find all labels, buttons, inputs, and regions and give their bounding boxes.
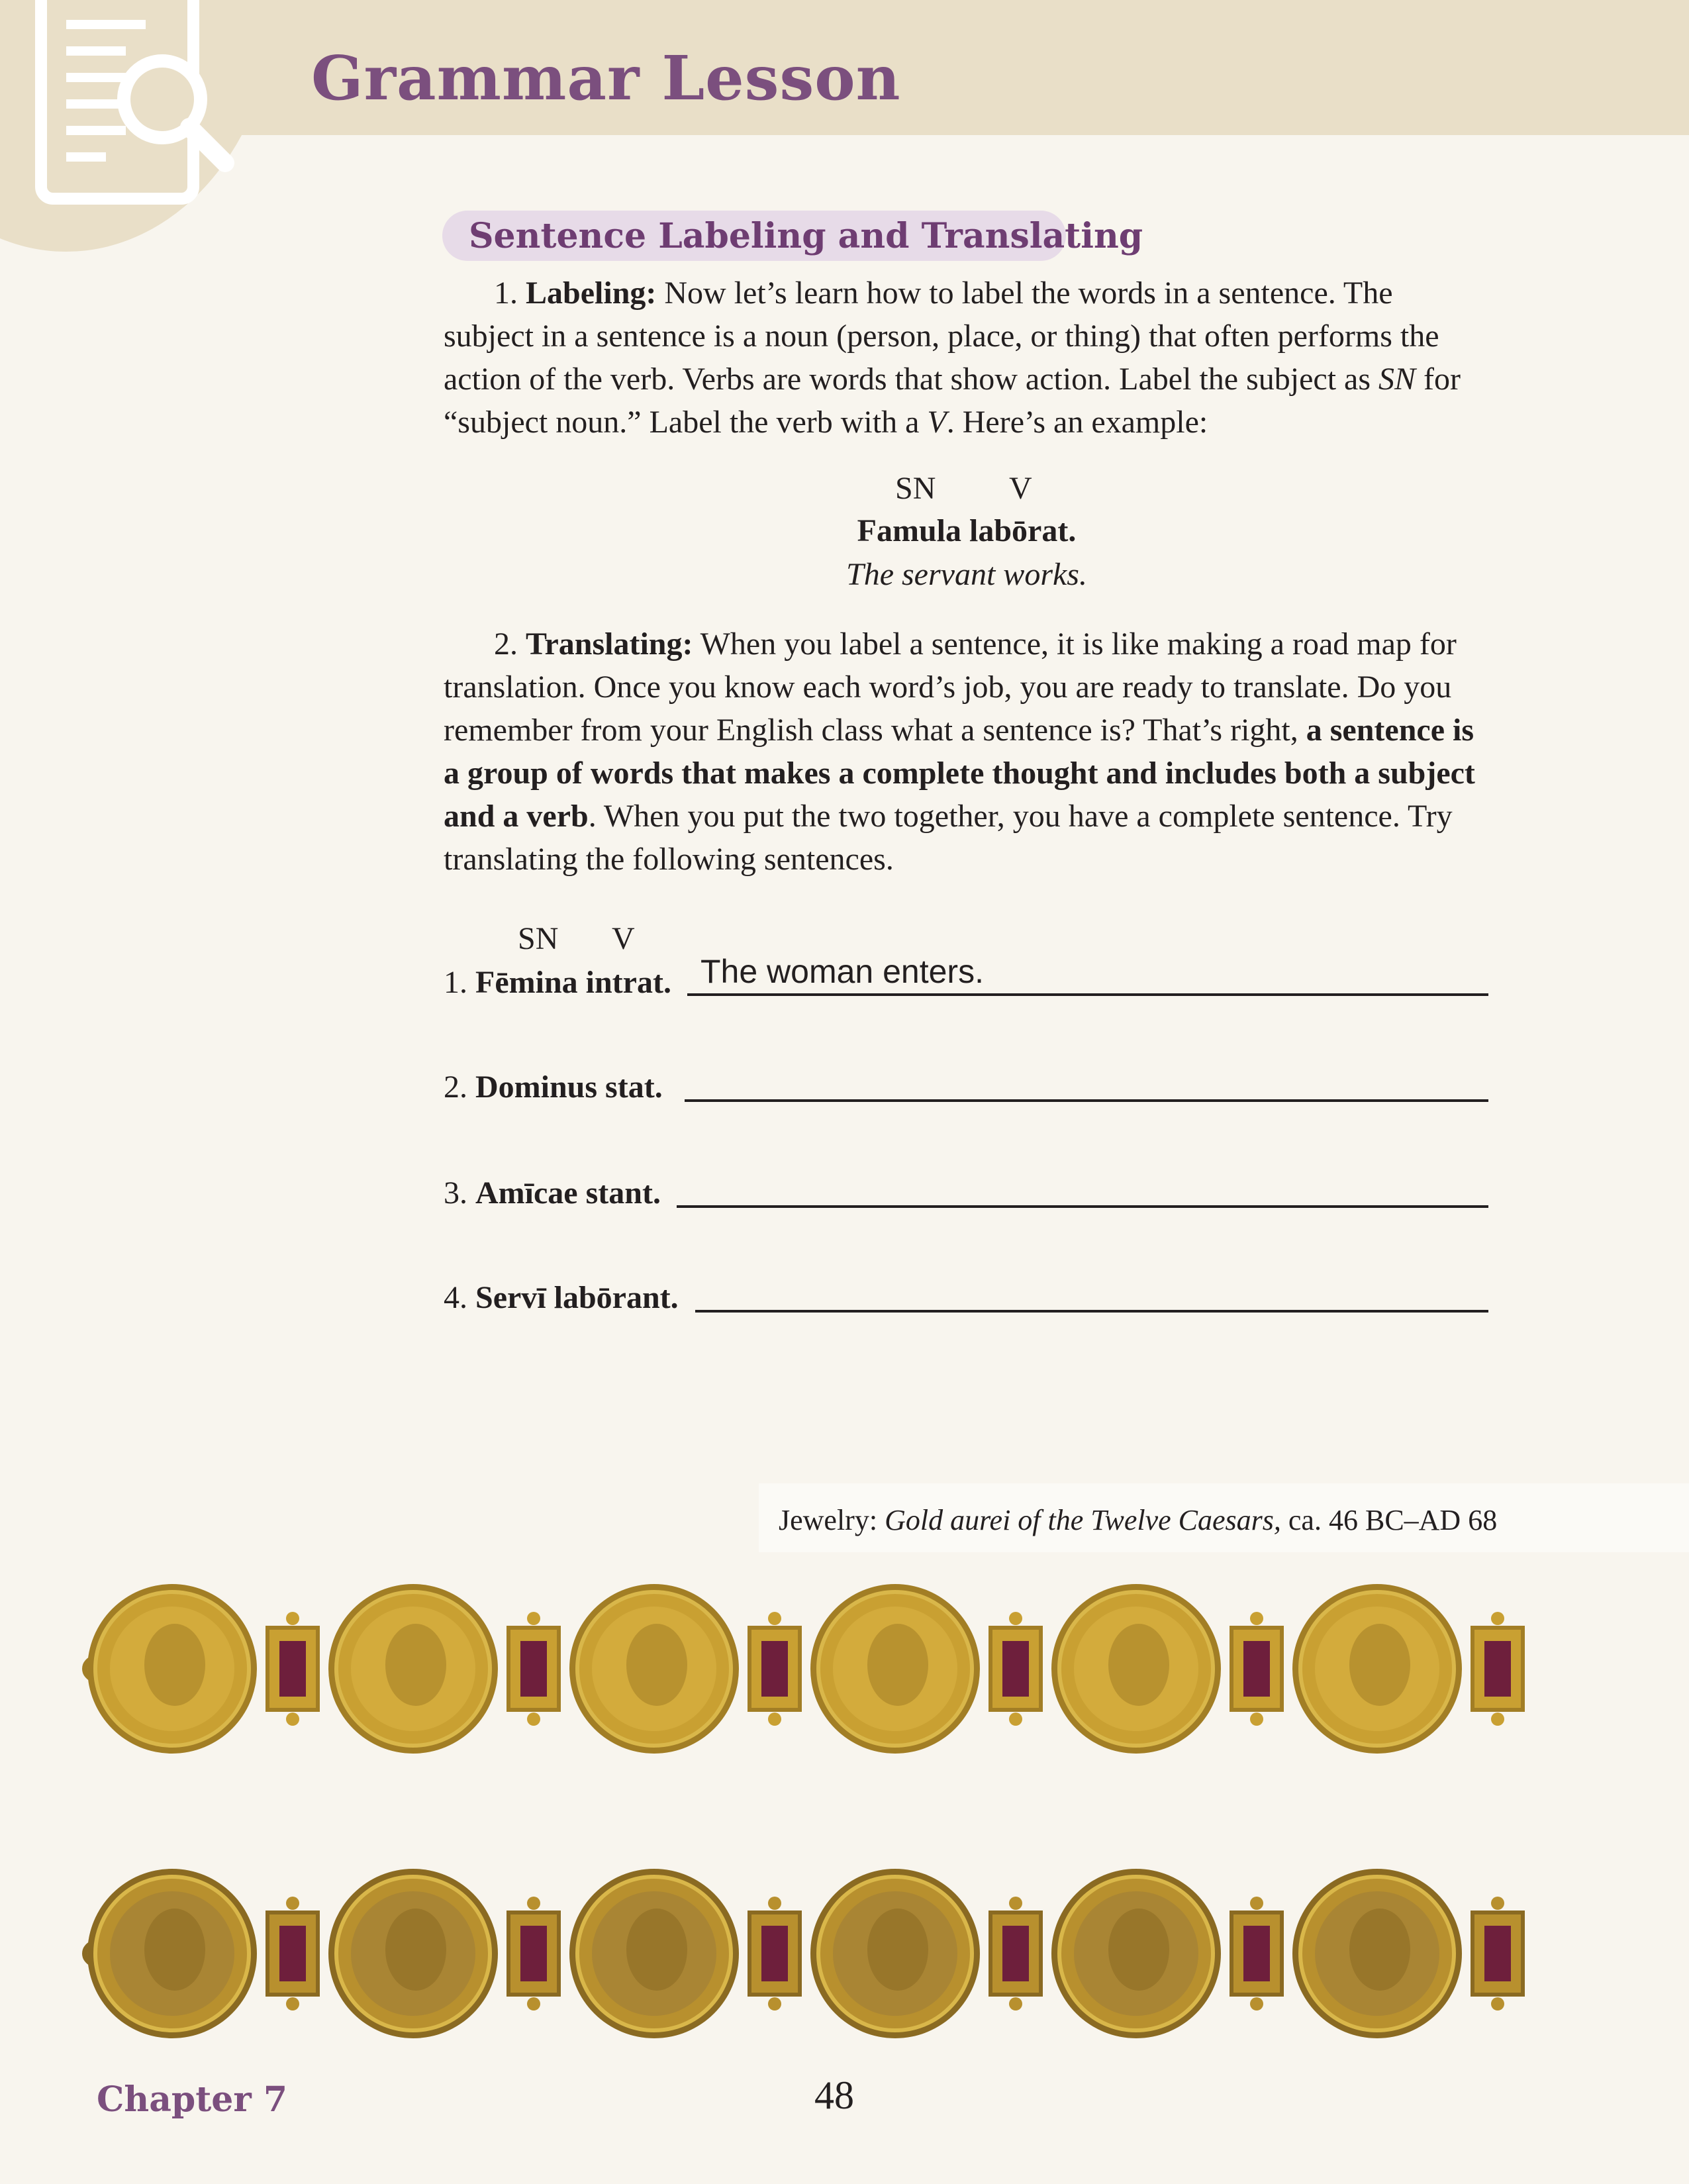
gold-coin xyxy=(569,1584,739,1754)
exercise-item-1 xyxy=(444,964,671,1011)
answer-text-1[interactable]: The woman enters. xyxy=(700,953,984,990)
paragraph-text: When you label a sentence, it is like making a road map for translation. Once you know each word’s job, you are ready to translate. Do you remember from your English class what a sentence is? That’s right, xyxy=(444,626,1457,748)
gold-coin xyxy=(328,1869,498,2038)
example-sn-tag: SN xyxy=(895,471,936,506)
gold-coin xyxy=(87,1584,257,1754)
gold-coin-bracelet-image xyxy=(79,1854,1576,2053)
gold-coin xyxy=(810,1869,980,2038)
exercise-number: 4. xyxy=(444,1280,475,1315)
paragraph-number: 2. xyxy=(494,626,526,662)
garnet-link xyxy=(1472,1612,1523,1726)
gold-coin xyxy=(1051,1869,1221,2038)
gold-coin xyxy=(328,1584,498,1754)
paragraph-label: Translating: xyxy=(526,626,693,662)
garnet-link xyxy=(1231,1612,1282,1726)
exercise-latin: Dominus stat. xyxy=(475,1069,663,1105)
paragraph-text: . Here’s an example: xyxy=(946,405,1208,440)
garnet-link xyxy=(267,1612,318,1726)
gold-coin xyxy=(1292,1869,1462,2038)
gold-coin xyxy=(569,1869,739,2038)
paragraph-label: Labeling: xyxy=(526,275,657,311)
paragraph-text: Now let’s learn how to label the words in a sentence. The subject in a sentence is a noun (person, place, or thing) that often performs the action of the verb. Verbs are words that show action. Label the subject as xyxy=(444,275,1439,397)
garnet-link xyxy=(1231,1897,1282,2010)
section-heading: Sentence Labeling and Translating xyxy=(469,216,1143,256)
exercise-v-tag: V xyxy=(612,921,635,956)
document-search-icon xyxy=(26,0,238,212)
gold-coin xyxy=(1051,1584,1221,1754)
gold-coin xyxy=(87,1869,257,2038)
paragraph-number: 1. xyxy=(494,275,526,311)
gold-coin xyxy=(810,1584,980,1754)
gold-coin-bracelet-image xyxy=(79,1569,1576,1768)
exercise-sn-tag: SN xyxy=(518,921,559,956)
garnet-link xyxy=(508,1612,559,1726)
translating-paragraph xyxy=(444,622,1490,881)
footer-chapter: Chapter 7 xyxy=(97,2079,288,2120)
garnet-link xyxy=(990,1897,1041,2010)
example-v-tag: V xyxy=(1009,471,1032,506)
exercise-latin: Servī labōrant. xyxy=(475,1280,679,1315)
answer-line-3[interactable] xyxy=(677,1205,1488,1208)
exercise-item-3 xyxy=(444,1175,661,1221)
paragraph-text: . When you put the two together, you have a complete sentence. Try translating the following sentences. xyxy=(444,799,1453,877)
garnet-link xyxy=(508,1897,559,2010)
caption-date: ca. 46 BC–AD 68 xyxy=(1280,1504,1498,1536)
exercise-item-4 xyxy=(444,1279,679,1326)
caption-prefix: Jewelry: xyxy=(779,1504,885,1536)
garnet-link xyxy=(1472,1897,1523,2010)
exercise-latin: Amīcae stant. xyxy=(475,1175,661,1211)
sentence-definition: a sentence is a group of words that makes a complete thought and includes both a subject and a verb xyxy=(444,713,1475,834)
exercise-number: 2. xyxy=(444,1069,475,1105)
term-sn: SN xyxy=(1378,362,1416,397)
garnet-link xyxy=(749,1612,800,1726)
answer-line-4[interactable] xyxy=(695,1310,1488,1313)
term-v: V xyxy=(927,405,947,440)
gold-coin xyxy=(1292,1584,1462,1754)
exercise-item-2 xyxy=(444,1069,663,1115)
image-caption xyxy=(779,1503,1497,1537)
example-latin: Famula labōrat. xyxy=(857,513,1077,548)
exercise-number: 3. xyxy=(444,1175,475,1211)
garnet-link xyxy=(267,1897,318,2010)
garnet-link xyxy=(990,1612,1041,1726)
page-title: Grammar Lesson xyxy=(311,42,901,114)
exercise-number: 1. xyxy=(444,965,475,1000)
paragraph-text: for “subject noun.” Label the verb with a xyxy=(444,362,1461,440)
answer-line-1[interactable] xyxy=(687,993,1488,996)
caption-title: Gold aurei of the Twelve Caesars, xyxy=(885,1504,1281,1536)
page-number: 48 xyxy=(814,2073,854,2117)
labeling-paragraph xyxy=(444,272,1490,444)
exercise-latin: Fēmina intrat. xyxy=(475,965,671,1000)
answer-line-2[interactable] xyxy=(685,1099,1488,1102)
garnet-link xyxy=(749,1897,800,2010)
example-english: The servant works. xyxy=(846,557,1087,592)
